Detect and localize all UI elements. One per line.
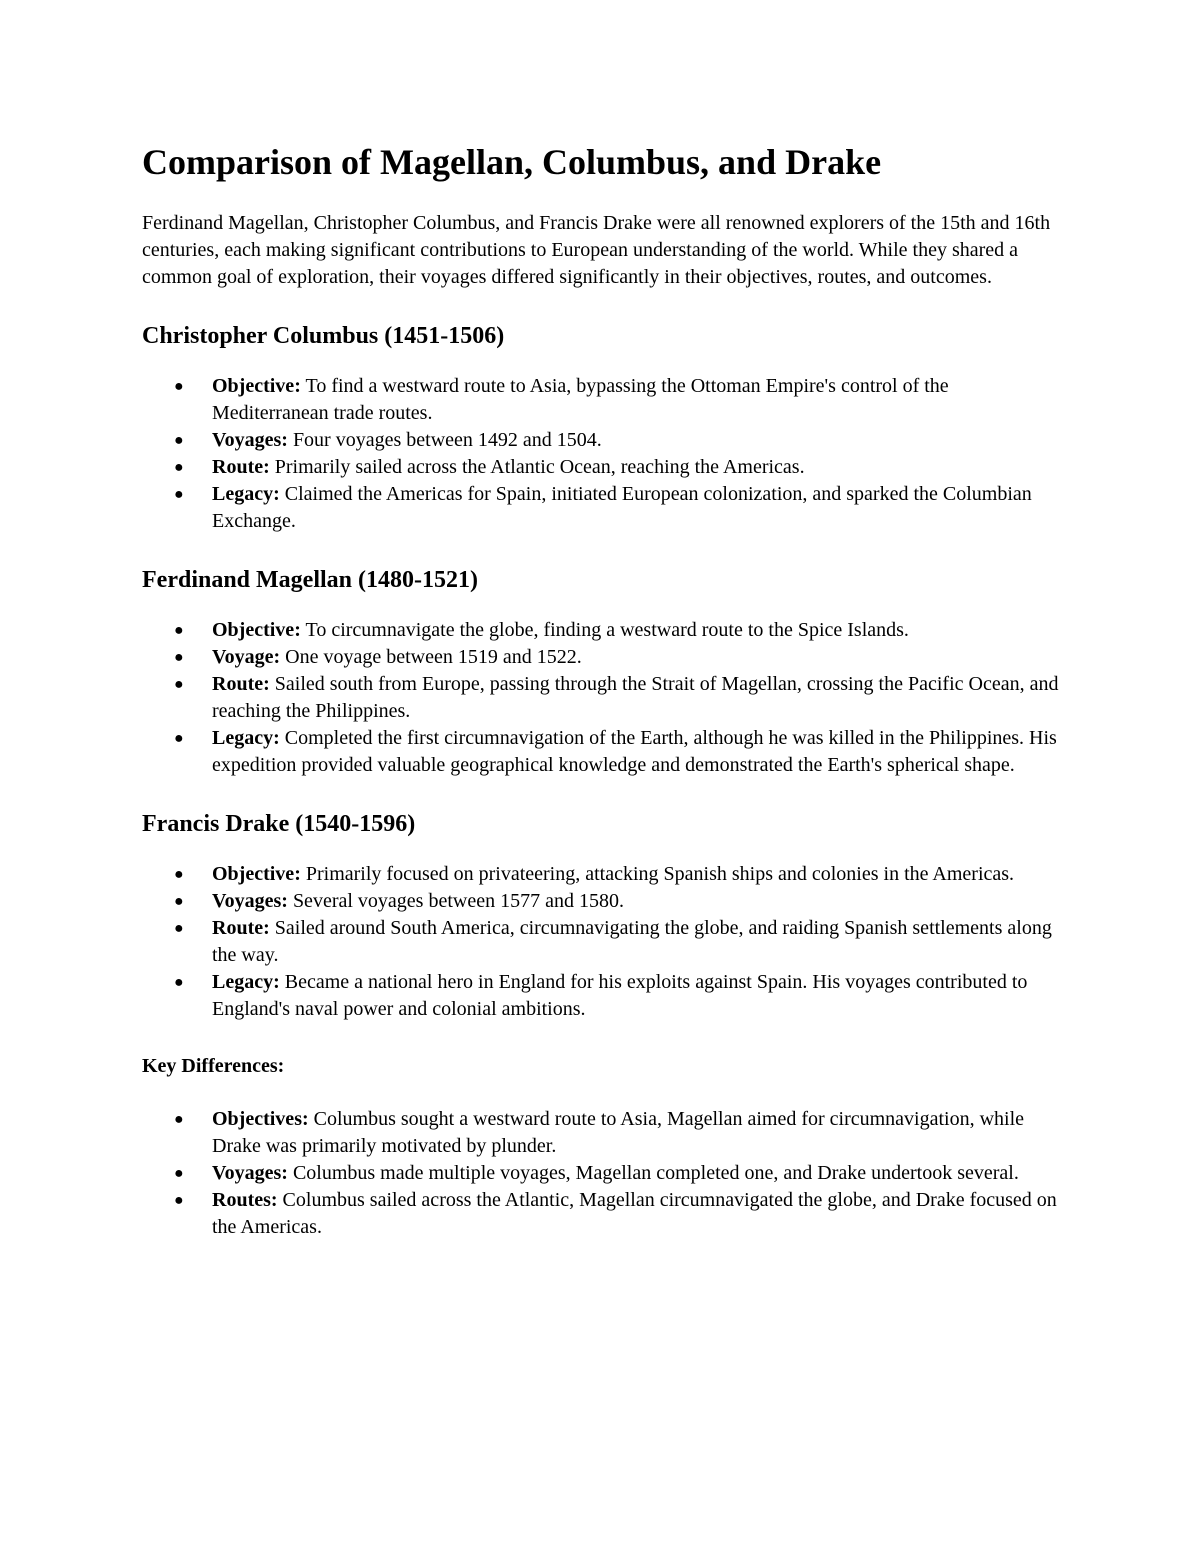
item-label: Voyages: (212, 429, 288, 451)
list-item (174, 644, 1060, 671)
item-text: One voyage between 1519 and 1522. (280, 646, 582, 668)
item-text: Columbus sought a westward route to Asia, Magellan aimed for circumnavigation, while Drake was primarily motivated by plunder. (212, 1108, 1025, 1157)
list-item (174, 915, 1060, 969)
list-item (174, 671, 1060, 725)
key-differences-title: Key Differences: (142, 1055, 285, 1077)
bullet-icon: ● (174, 432, 184, 449)
bullet-icon: ● (174, 649, 184, 666)
bullet-icon: ● (174, 730, 184, 747)
bullet-icon: ● (174, 486, 184, 503)
list-item (174, 1160, 1060, 1187)
bullet-icon: ● (174, 866, 184, 883)
bullet-icon: ● (174, 893, 184, 910)
item-text: To circumnavigate the globe, finding a westward route to the Spice Islands. (300, 619, 909, 641)
list-item (174, 969, 1060, 1023)
item-label: Routes: (212, 1189, 278, 1211)
item-text: Several voyages between 1577 and 1580. (287, 890, 624, 912)
bullet-icon: ● (174, 1192, 184, 1209)
list-item (174, 888, 1060, 915)
bullet-icon: ● (174, 1111, 184, 1128)
item-text: Claimed the Americas for Spain, initiated European colonization, and sparked the Columbian Exchange. (212, 483, 1032, 532)
item-label: Voyages: (212, 890, 288, 912)
item-label: Voyages: (212, 1162, 288, 1184)
list-item (174, 481, 1060, 535)
item-label: Objective: (212, 619, 301, 641)
item-label: Voyage: (212, 646, 281, 668)
columbus-list (142, 373, 1060, 535)
item-label: Route: (212, 673, 270, 695)
list-item (174, 617, 1060, 644)
drake-list (142, 861, 1060, 1023)
item-label: Objective: (212, 863, 301, 885)
key-differences-list (142, 1106, 1060, 1241)
list-item (174, 454, 1060, 481)
item-label: Legacy: (212, 971, 280, 993)
bullet-icon: ● (174, 459, 184, 476)
item-label: Legacy: (212, 483, 280, 505)
item-label: Legacy: (212, 727, 280, 749)
bullet-icon: ● (174, 676, 184, 693)
item-label: Objectives: (212, 1108, 309, 1130)
bullet-icon: ● (174, 378, 184, 395)
item-text: Columbus sailed across the Atlantic, Magellan circumnavigated the globe, and Drake focused on the Americas. (212, 1189, 1057, 1238)
section-heading-drake: Francis Drake (1540-1596) (142, 811, 416, 837)
section-heading-columbus: Christopher Columbus (1451-1506) (142, 323, 505, 349)
bullet-icon: ● (174, 920, 184, 937)
item-text: Completed the first circumnavigation of the Earth, although he was killed in the Philippines. His expedition provided valuable geographical knowledge and demonstrated the Earth's spherical shape. (212, 727, 1057, 776)
magellan-list (142, 617, 1060, 779)
list-item (174, 373, 1060, 427)
item-text: Columbus made multiple voyages, Magellan completed one, and Drake undertook several. (287, 1162, 1019, 1184)
bullet-icon: ● (174, 974, 184, 991)
bullet-icon: ● (174, 622, 184, 639)
list-item (174, 427, 1060, 454)
list-item (174, 1187, 1060, 1241)
item-text: Sailed south from Europe, passing through the Strait of Magellan, crossing the Pacific Ocean, and reaching the Philippines. (212, 673, 1059, 722)
item-text: Four voyages between 1492 and 1504. (287, 429, 602, 451)
item-text: Primarily focused on privateering, attacking Spanish ships and colonies in the Americas. (300, 863, 1015, 885)
item-label: Route: (212, 917, 270, 939)
list-item (174, 725, 1060, 779)
section-heading-magellan: Ferdinand Magellan (1480-1521) (142, 567, 478, 593)
list-item (174, 861, 1060, 888)
item-label: Route: (212, 456, 270, 478)
item-text: Primarily sailed across the Atlantic Ocean, reaching the Americas. (269, 456, 805, 478)
item-text: To find a westward route to Asia, bypassing the Ottoman Empire's control of the Mediterranean trade routes. (212, 375, 949, 424)
item-label: Objective: (212, 375, 301, 397)
list-item (174, 1106, 1060, 1160)
document-title: Comparison of Magellan, Columbus, and Drake (142, 142, 882, 182)
item-text: Sailed around South America, circumnavigating the globe, and raiding Spanish settlements along the way. (212, 917, 1052, 966)
intro-paragraph: Ferdinand Magellan, Christopher Columbus, and Francis Drake were all renowned explorers of the 15th and 16th centuries, each making significant contributions to European understanding of the world. While they shared a common goal of exploration, their voyages differed significantly in their objectives, routes, and outcomes. (142, 212, 1051, 288)
item-text: Became a national hero in England for his exploits against Spain. His voyages contributed to England's naval power and colonial ambitions. (212, 971, 1028, 1020)
bullet-icon: ● (174, 1165, 184, 1182)
